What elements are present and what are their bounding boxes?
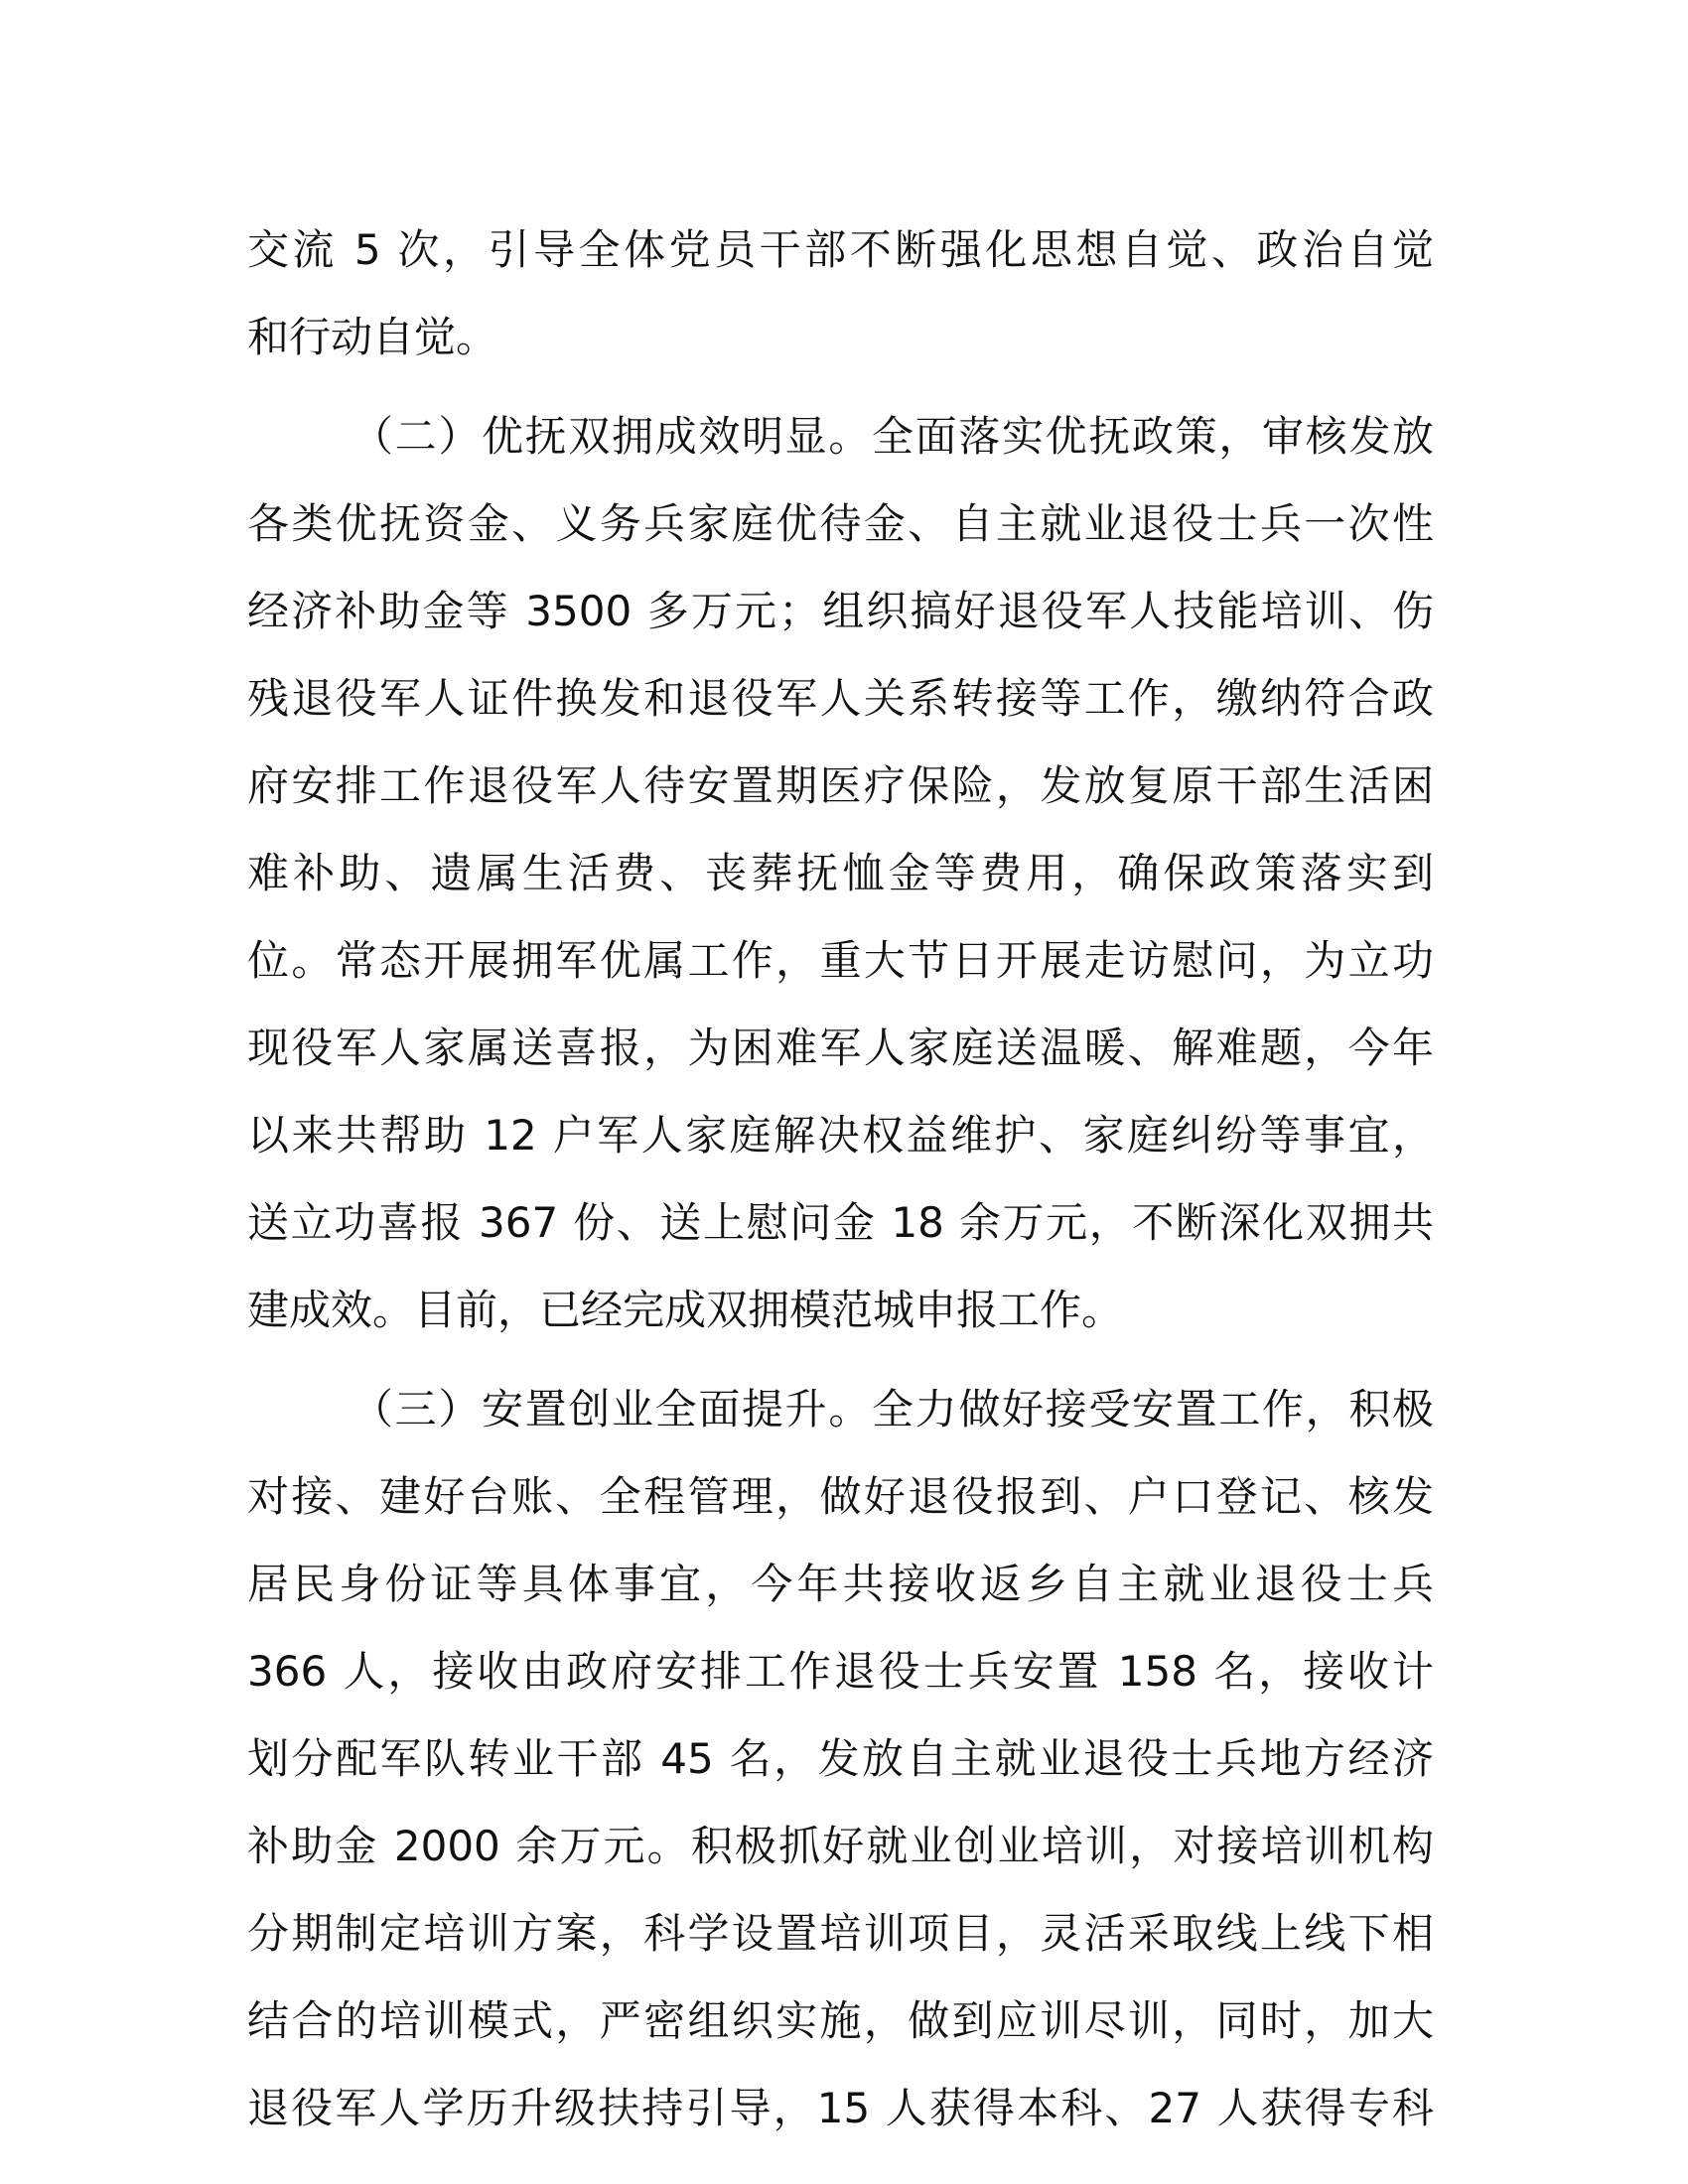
text-line: 退役军人学历升级扶持引导，15 人获得本科、27 人获得专科: [247, 2084, 1434, 2132]
text-line: 府安排工作退役军人待安置期医疗保险，发放复原干部生活困: [247, 761, 1434, 810]
text-line: 各类优抚资金、义务兵家庭优待金、自主就业退役士兵一次性: [247, 499, 1434, 548]
text-line: 交流 5 次，引导全体党员干部不断强化思想自觉、政治自觉: [247, 225, 1434, 274]
paragraph-heading-line: （二）优抚双拥成效明显。全面落实优抚政策，审核发放: [352, 412, 1434, 461]
text-line: 以来共帮助 12 户军人家庭解决权益维护、家庭纠纷等事宜，: [247, 1111, 1434, 1160]
text-line: 结合的培训模式，严密组织实施，做到应训尽训，同时，加大: [247, 1996, 1434, 2045]
text-line: 366 人，接收由政府安排工作退役士兵安置 158 名，接收计: [247, 1647, 1434, 1696]
text-line: 对接、建好台账、全程管理，做好退役报到、户口登记、核发: [247, 1472, 1434, 1521]
document-body: [247, 206, 1434, 2152]
text-line: 难补助、遗属生活费、丧葬抚恤金等费用，确保政策落实到: [247, 849, 1434, 897]
text-line: 残退役军人证件换发和退役军人关系转接等工作，缴纳符合政: [247, 674, 1434, 723]
text-line: 居民身份证等具体事宜，今年共接收返乡自主就业退役士兵: [247, 1560, 1434, 1608]
text-line: 分期制定培训方案，科学设置培训项目，灵活采取线上线下相: [247, 1909, 1434, 1958]
paragraph-heading-line: （三）安置创业全面提升。全力做好接受安置工作，积极: [352, 1385, 1434, 1433]
paragraph-gap: [247, 381, 1434, 393]
text-line: 和行动自觉。: [247, 313, 498, 361]
text-line: 划分配军队转业干部 45 名，发放自主就业退役士兵地方经济: [247, 1734, 1434, 1783]
text-line: 现役军人家属送喜报，为困难军人家庭送温暖、解难题，今年: [247, 1024, 1434, 1072]
text-line: 补助金 2000 余万元。积极抓好就业创业培训，对接培训机构: [247, 1822, 1434, 1870]
text-line: 经济补助金等 3500 多万元；组织搞好退役军人技能培训、伤: [247, 587, 1434, 635]
text-line: 位。常态开展拥军优属工作，重大节日开展走访慰问，为立功: [247, 936, 1434, 985]
paragraph-gap: [247, 1354, 1434, 1366]
text-line: 建成效。目前，已经完成双拥模范城申报工作。: [247, 1286, 1124, 1334]
text-line: 送立功喜报 367 份、送上慰问金 18 余万元，不断深化双拥共: [247, 1198, 1434, 1247]
